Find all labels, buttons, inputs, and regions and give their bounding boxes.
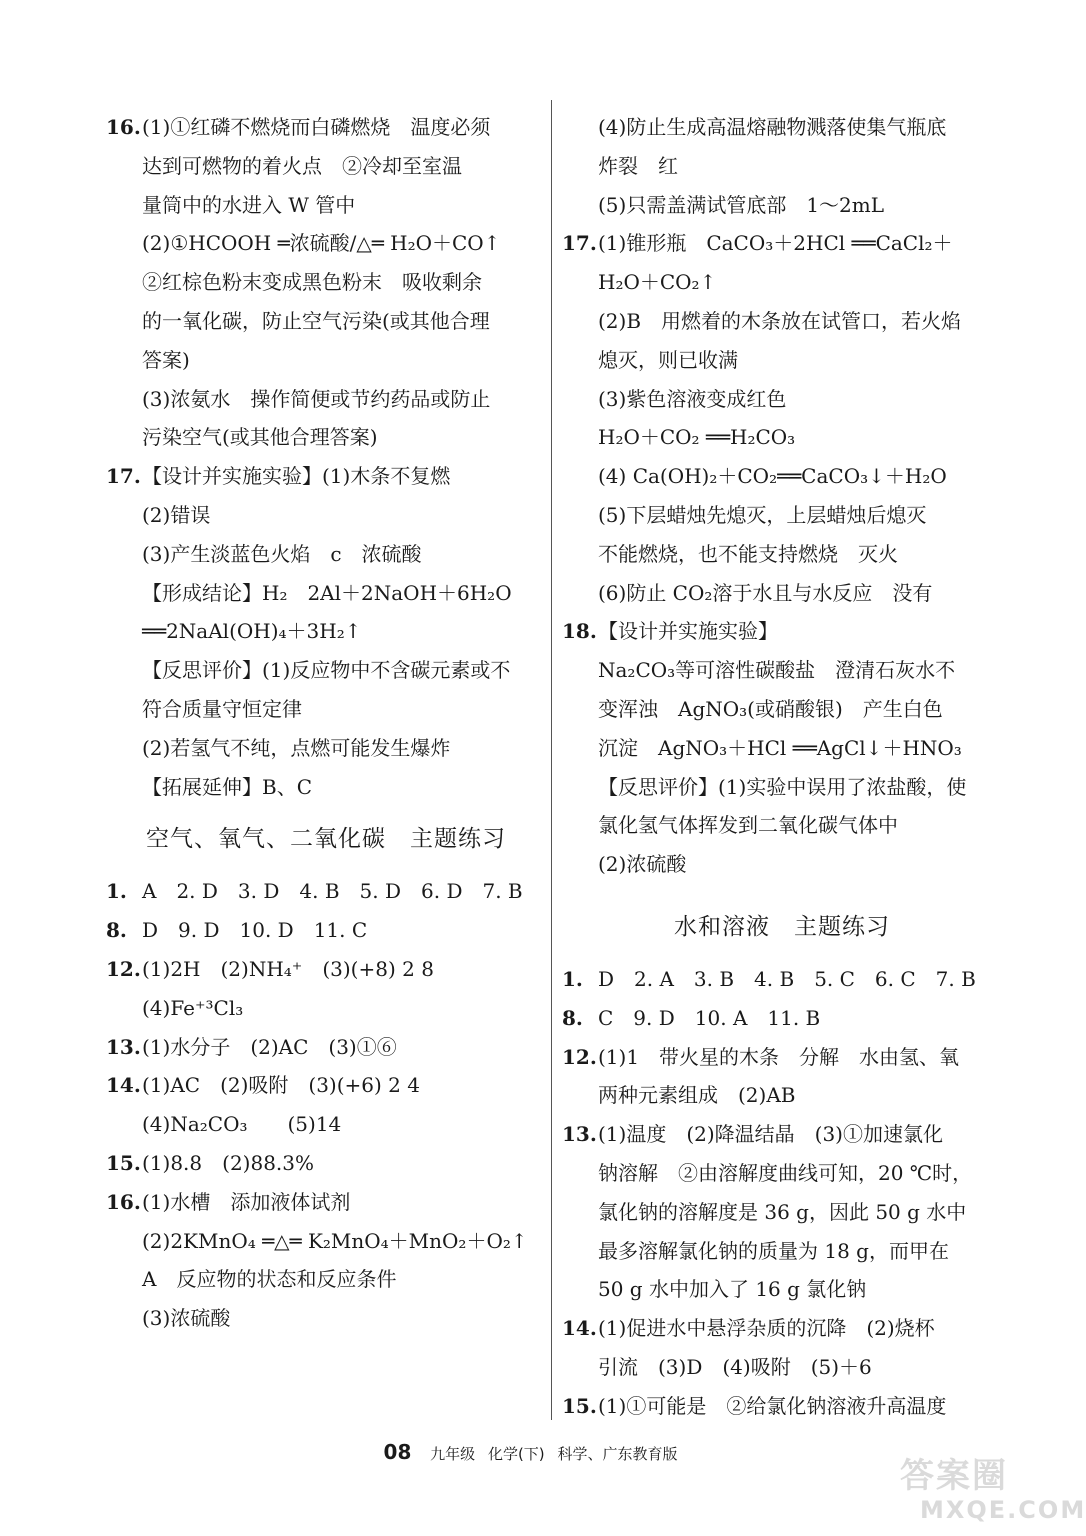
answer-text: 符合质量守恒定律 xyxy=(142,696,302,721)
answer-line xyxy=(562,845,1002,884)
answer-line xyxy=(106,1299,546,1338)
answer-text: ══2NaAl(OH)₄＋3H₂↑ xyxy=(142,619,362,644)
question-number: 12. xyxy=(106,956,141,981)
answer-line xyxy=(562,768,1002,807)
question-number: 12. xyxy=(562,1044,597,1069)
section-title-water-solution: 水和溶液 主题练习 xyxy=(674,913,890,940)
answer-text: (5)下层蜡烛先熄灭，上层蜡烛后熄灭 xyxy=(598,502,927,527)
answer-line xyxy=(106,872,546,911)
answer-text: (1)水分子 (2)AC (3)①⑥ xyxy=(142,1034,397,1059)
column-divider xyxy=(551,100,552,1420)
answer-text: (3)产生淡蓝色火焰 c 浓硫酸 xyxy=(142,541,422,566)
answer-line xyxy=(562,729,1002,768)
answer-text: (1)8.8 (2)88.3% xyxy=(142,1150,315,1175)
answer-line xyxy=(562,574,1002,613)
answer-line xyxy=(562,1270,1002,1309)
question-number: 15. xyxy=(106,1150,141,1175)
answer-text: 变浑浊 AgNO₃(或硝酸银) 产生白色 xyxy=(598,696,943,721)
answer-text: 答案) xyxy=(142,347,190,372)
answer-text: 最多溶解氯化钠的质量为 18 g，而甲在 xyxy=(598,1238,949,1263)
answer-text: (1)锥形瓶 CaCO₃＋2HCl ══CaCl₂＋ xyxy=(598,231,953,256)
answer-text: 【反思评价】(1)实验中误用了浓盐酸，使 xyxy=(598,774,967,799)
answer-line xyxy=(562,224,1002,263)
question-number: 13. xyxy=(106,1034,141,1059)
answer-text: (1)水槽 添加液体试剂 xyxy=(142,1189,351,1214)
answer-line xyxy=(562,1193,1002,1232)
answer-text: 两种元素组成 (2)AB xyxy=(598,1083,796,1108)
question-number: 15. xyxy=(562,1393,597,1418)
answer-line xyxy=(562,535,1002,574)
answer-text: (2)错误 xyxy=(142,502,211,527)
answer-line xyxy=(106,911,546,950)
answer-text: (1)促进水中悬浮杂质的沉降 (2)烧杯 xyxy=(598,1316,935,1341)
answer-line xyxy=(106,535,546,574)
answer-line xyxy=(106,457,546,496)
answer-line xyxy=(562,1232,1002,1271)
question-number: 8. xyxy=(106,918,127,943)
answer-text: 【设计并实施实验】(1)木条不复燃 xyxy=(142,464,451,489)
answer-text: (2)2KMnO₄ ═△═ K₂MnO₄＋MnO₂＋O₂↑ xyxy=(142,1228,528,1253)
section-title-air-oxygen: 空气、氧气、二氧化碳 主题练习 xyxy=(146,826,506,853)
answer-line xyxy=(562,1115,1002,1154)
question-number: 16. xyxy=(106,115,141,139)
answer-line xyxy=(562,186,1002,225)
answer-text: 污染空气(或其他合理答案) xyxy=(142,425,378,450)
answer-text: H₂O＋CO₂↑ xyxy=(598,270,717,295)
answer-text: 氯化氢气体挥发到二氧化碳气体中 xyxy=(598,813,898,838)
answer-text: (2)B 用燃着的木条放在试管口，若火焰 xyxy=(598,308,962,333)
answer-text: (1)①红磷不燃烧而白磷燃烧 温度必须 xyxy=(142,115,491,139)
answer-line xyxy=(562,108,1002,147)
answer-line xyxy=(106,1066,546,1105)
question-number: 14. xyxy=(562,1316,597,1341)
answer-text: 【反思评价】(1)反应物中不含碳元素或不 xyxy=(142,658,511,683)
answer-text: H₂O＋CO₂ ══H₂CO₃ xyxy=(598,425,796,450)
answer-line xyxy=(106,224,546,263)
question-number: 14. xyxy=(106,1073,141,1098)
answer-text: 量筒中的水进入 W 管中 xyxy=(142,192,356,217)
answer-text: 【形成结论】H₂ 2Al＋2NaOH＋6H₂O xyxy=(142,580,512,605)
answer-text: (1)①可能是 ②给氯化钠溶液升高温度 xyxy=(598,1393,947,1418)
answer-line xyxy=(562,1038,1002,1077)
answer-text: A 2. D 3. D 4. B 5. D 6. D 7. B xyxy=(142,879,523,904)
answer-text: D 9. D 10. D 11. C xyxy=(142,918,368,943)
answer-text: 50 g 水中加入了 16 g 氯化钠 xyxy=(598,1277,867,1302)
answer-text: 沉淀 AgNO₃＋HCl ══AgCl↓＋HNO₃ xyxy=(598,735,962,760)
answer-line xyxy=(106,1144,546,1183)
answer-text: 【设计并实施实验】 xyxy=(598,619,778,644)
answer-line xyxy=(106,1183,546,1222)
answer-line xyxy=(106,1222,546,1261)
answer-line xyxy=(106,263,546,302)
answer-text: 钠溶解 ②由溶解度曲线可知，20 ℃时， xyxy=(598,1160,973,1185)
answer-line xyxy=(106,380,546,419)
answer-line xyxy=(562,341,1002,380)
answer-line xyxy=(562,1076,1002,1115)
answer-line xyxy=(106,612,546,651)
answer-text: (4)防止生成高温熔融物溅落使集气瓶底 xyxy=(598,115,947,139)
answer-text: 炸裂 红 xyxy=(598,153,678,178)
answer-text: 不能燃烧，也不能支持燃烧 灭火 xyxy=(598,541,898,566)
answer-line xyxy=(562,147,1002,186)
right-answers-part2 xyxy=(562,960,1002,1426)
answer-text: (1)温度 (2)降温结晶 (3)①加速氯化 xyxy=(598,1122,943,1147)
answer-line xyxy=(106,108,546,147)
answer-text: (4)Na₂CO₃ (5)14 xyxy=(142,1112,342,1137)
answer-text: 熄灭，则已收满 xyxy=(598,347,738,372)
answer-text: (1)1 带火星的木条 分解 水由氢、氧 xyxy=(598,1044,960,1069)
answer-line xyxy=(562,380,1002,419)
watermark-url: MXQE.COM xyxy=(920,1496,1086,1524)
answer-line xyxy=(106,651,546,690)
answer-line xyxy=(106,341,546,380)
footer-edition: 科学、广东教育版 xyxy=(557,1445,678,1463)
question-number: 17. xyxy=(562,231,597,256)
answer-line xyxy=(106,186,546,225)
answer-line xyxy=(562,960,1002,999)
answer-text: (1)AC (2)吸附 (3)(+6) 2 4 xyxy=(142,1073,420,1098)
answer-text: (1)2H (2)NH₄⁺ (3)(+8) 2 8 xyxy=(142,956,434,981)
question-number: 13. xyxy=(562,1122,597,1147)
answer-line xyxy=(562,457,1002,496)
answer-line xyxy=(106,1260,546,1299)
question-number: 1. xyxy=(106,879,127,904)
answer-text: 达到可燃物的着火点 ②冷却至室温 xyxy=(142,153,462,178)
answer-line xyxy=(562,999,1002,1038)
answer-line xyxy=(562,496,1002,535)
footer-grade: 九年级 xyxy=(430,1445,476,1463)
answer-text: Na₂CO₃等可溶性碳酸盐 澄清石灰水不 xyxy=(598,658,956,683)
answer-line xyxy=(562,806,1002,845)
answer-text: (6)防止 CO₂溶于水且与水反应 没有 xyxy=(598,580,933,605)
question-number: 8. xyxy=(562,1005,583,1030)
answer-text: 氯化钠的溶解度是 36 g，因此 50 g 水中 xyxy=(598,1199,967,1224)
answer-line xyxy=(106,147,546,186)
answer-line xyxy=(562,1387,1002,1426)
answer-line xyxy=(106,1105,546,1144)
answer-line xyxy=(106,768,546,807)
answer-line xyxy=(562,418,1002,457)
answer-line xyxy=(562,1348,1002,1387)
answer-line xyxy=(562,1309,1002,1348)
answer-text: A 反应物的状态和反应条件 xyxy=(142,1267,397,1292)
left-column xyxy=(106,108,546,1338)
answer-line xyxy=(106,729,546,768)
watermark-logo: 答案圈 xyxy=(900,1456,1008,1496)
left-answers-part1 xyxy=(106,108,546,806)
answer-line xyxy=(562,1154,1002,1193)
answer-line xyxy=(106,418,546,457)
answer-line xyxy=(106,574,546,613)
answer-text: (2)浓硫酸 xyxy=(598,852,687,877)
answer-line xyxy=(562,612,1002,651)
left-answers-part2 xyxy=(106,872,546,1338)
page-number: 08 xyxy=(383,1440,412,1464)
answer-line xyxy=(106,989,546,1028)
answer-line xyxy=(562,263,1002,302)
answer-text: (3)浓硫酸 xyxy=(142,1306,231,1331)
question-number: 1. xyxy=(562,966,583,991)
answer-text: (4) Ca(OH)₂＋CO₂══CaCO₃↓＋H₂O xyxy=(598,464,947,489)
answer-text: (4)Fe⁺³Cl₃ xyxy=(142,995,244,1020)
answer-line xyxy=(106,302,546,341)
answer-line xyxy=(106,690,546,729)
answer-text: 引流 (3)D (4)吸附 (5)＋6 xyxy=(598,1354,872,1379)
answer-text: D 2. A 3. B 4. B 5. C 6. C 7. B xyxy=(598,966,976,991)
question-number: 17. xyxy=(106,464,141,489)
answer-line xyxy=(106,496,546,535)
right-answers-part1 xyxy=(562,108,1002,884)
answer-line xyxy=(562,651,1002,690)
answer-text: (3)紫色溶液变成红色 xyxy=(598,386,787,411)
answer-line xyxy=(106,1028,546,1067)
answer-text: (2)①HCOOH ═浓硫酸/△═ H₂O＋CO↑ xyxy=(142,231,501,256)
answer-text: 【拓展延伸】B、C xyxy=(142,774,312,799)
footer-subject: 化学(下) xyxy=(487,1445,545,1463)
answer-line xyxy=(562,302,1002,341)
answer-text: (2)若氢气不纯，点燃可能发生爆炸 xyxy=(142,735,451,760)
question-number: 16. xyxy=(106,1189,141,1214)
answer-line xyxy=(562,690,1002,729)
answer-text: ②红棕色粉末变成黑色粉末 吸收剩余 xyxy=(142,270,482,295)
answer-line xyxy=(106,950,546,989)
answer-text: C 9. D 10. A 11. B xyxy=(598,1005,821,1030)
answer-text: (3)浓氨水 操作简便或节约药品或防止 xyxy=(142,386,491,411)
question-number: 18. xyxy=(562,619,597,644)
answer-text: (5)只需盖满试管底部 1～2mL xyxy=(598,192,885,217)
answer-text: 的一氧化碳，防止空气污染(或其他合理 xyxy=(142,308,490,333)
right-column xyxy=(562,108,1002,1426)
